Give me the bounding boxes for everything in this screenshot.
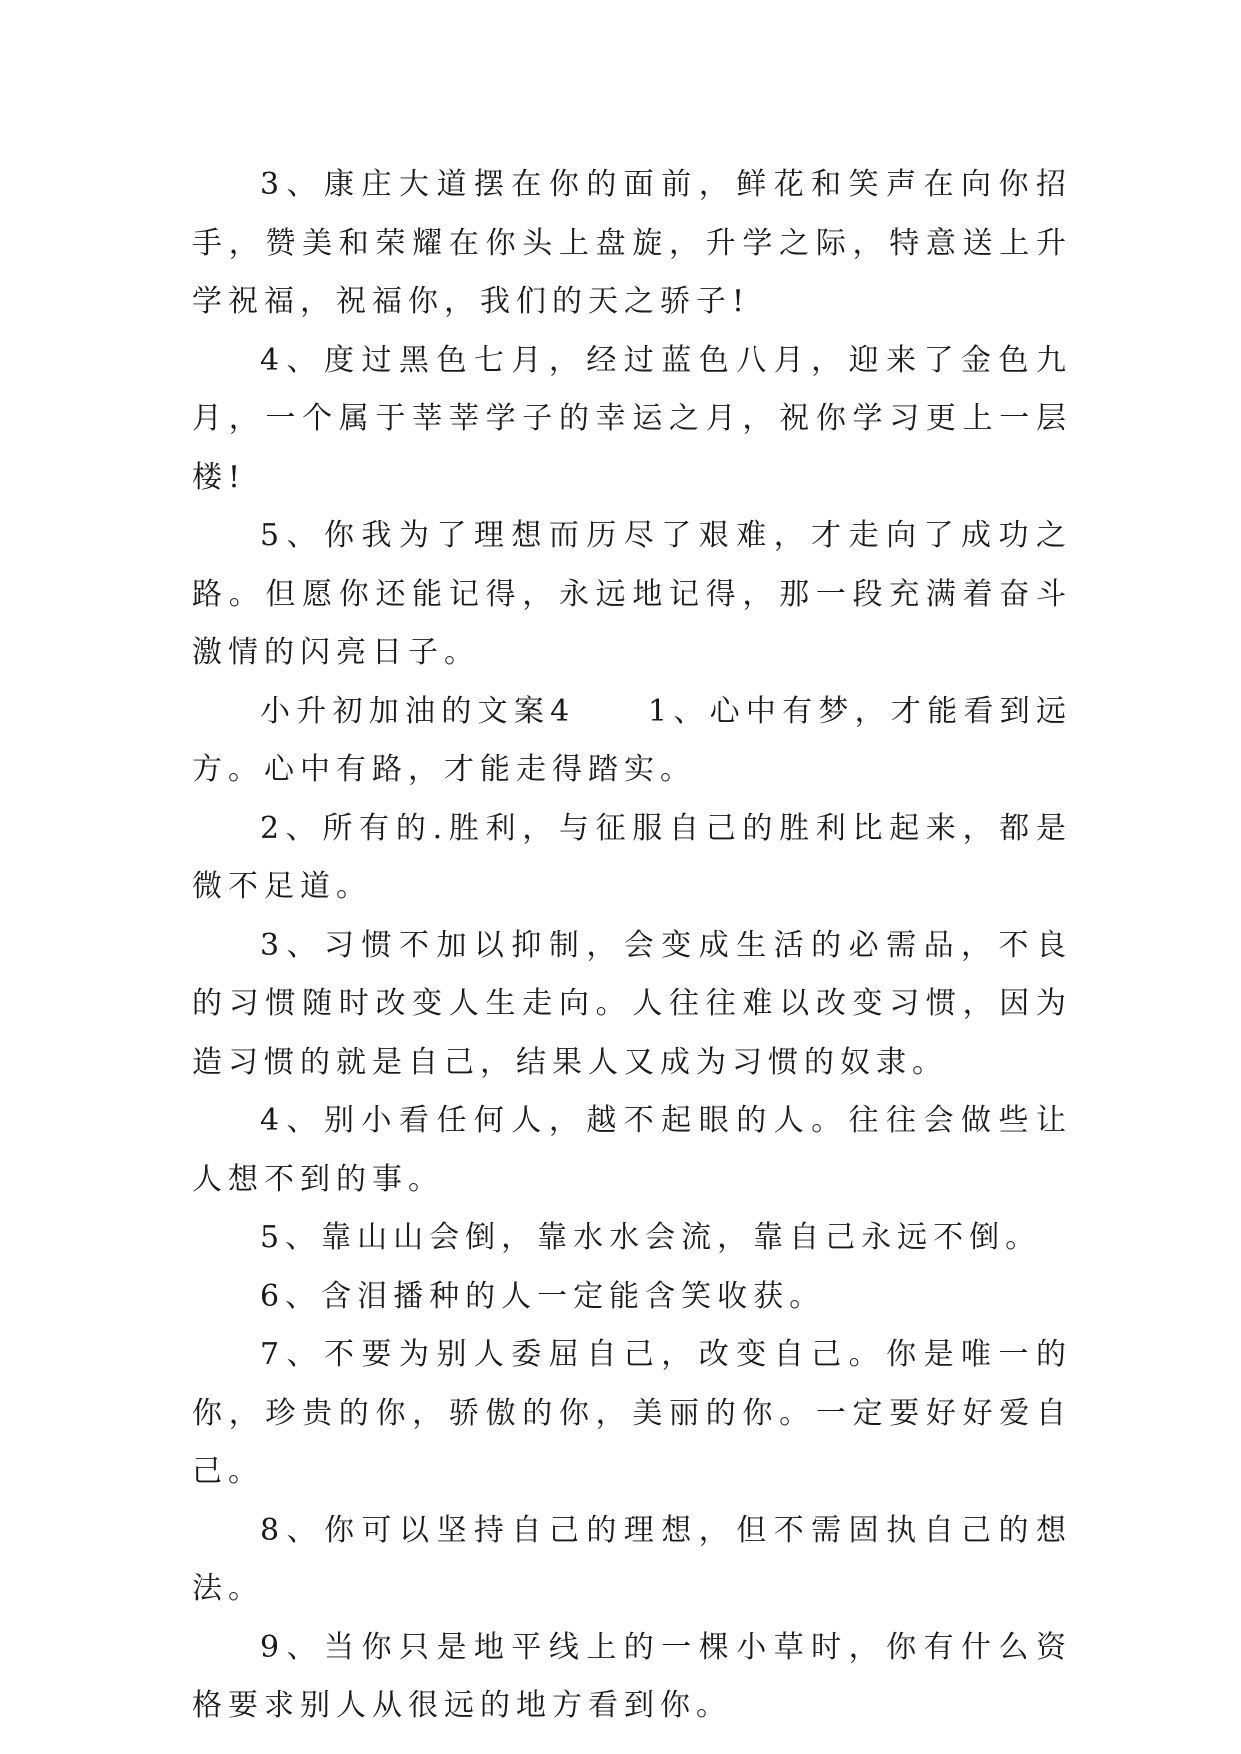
paragraph: 5、你我为了理想而历尽了艰难，才走向了成功之路。但愿你还能记得，永远地记得，那一段充满着奋斗激情的闪亮日子。	[192, 518, 1072, 670]
paragraph: 7、不要为别人委屈自己，改变自己。你是唯一的你，珍贵的你，骄傲的你，美丽的你。一定要好好爱自己。	[192, 1337, 1072, 1489]
paragraph: 5、靠山山会倒，靠水水会流，靠自己永远不倒。	[260, 1220, 1042, 1255]
paragraph: 9、当你只是地平线上的一棵小草时，你有什么资格要求别人从很远的地方看到你。	[192, 1629, 1072, 1723]
paragraph: 4、度过黑色七月，经过蓝色八月，迎来了金色九月，一个属于莘莘学子的幸运之月，祝你学习更上一层楼!	[192, 342, 1072, 495]
document-body	[192, 156, 1072, 1736]
paragraph: 6、含泪播种的人一定能含笑收获。	[260, 1278, 826, 1314]
paragraph: 8、你可以坚持自己的理想，但不需固执自己的想法。	[192, 1512, 1072, 1606]
paragraph: 3、康庄大道摆在你的面前，鲜花和笑声在向你招手，赞美和荣耀在你头上盘旋，升学之际，特意送上升学祝福，祝福你，我们的天之骄子!	[192, 167, 1072, 319]
paragraph: 4、别小看任何人，越不起眼的人。往往会做些让人想不到的事。	[192, 1103, 1072, 1197]
paragraph: 2、所有的.胜利，与征服自己的胜利比起来，都是微不足道。	[192, 810, 1072, 904]
paragraph: 小升初加油的文案4 1、心中有梦，才能看到远方。心中有路，才能走得踏实。	[192, 693, 1072, 787]
paragraph: 3、习惯不加以抑制，会变成生活的必需品，不良的习惯随时改变人生走向。人往往难以改变习惯，因为造习惯的就是自己，结果人又成为习惯的奴隶。	[192, 927, 1072, 1080]
